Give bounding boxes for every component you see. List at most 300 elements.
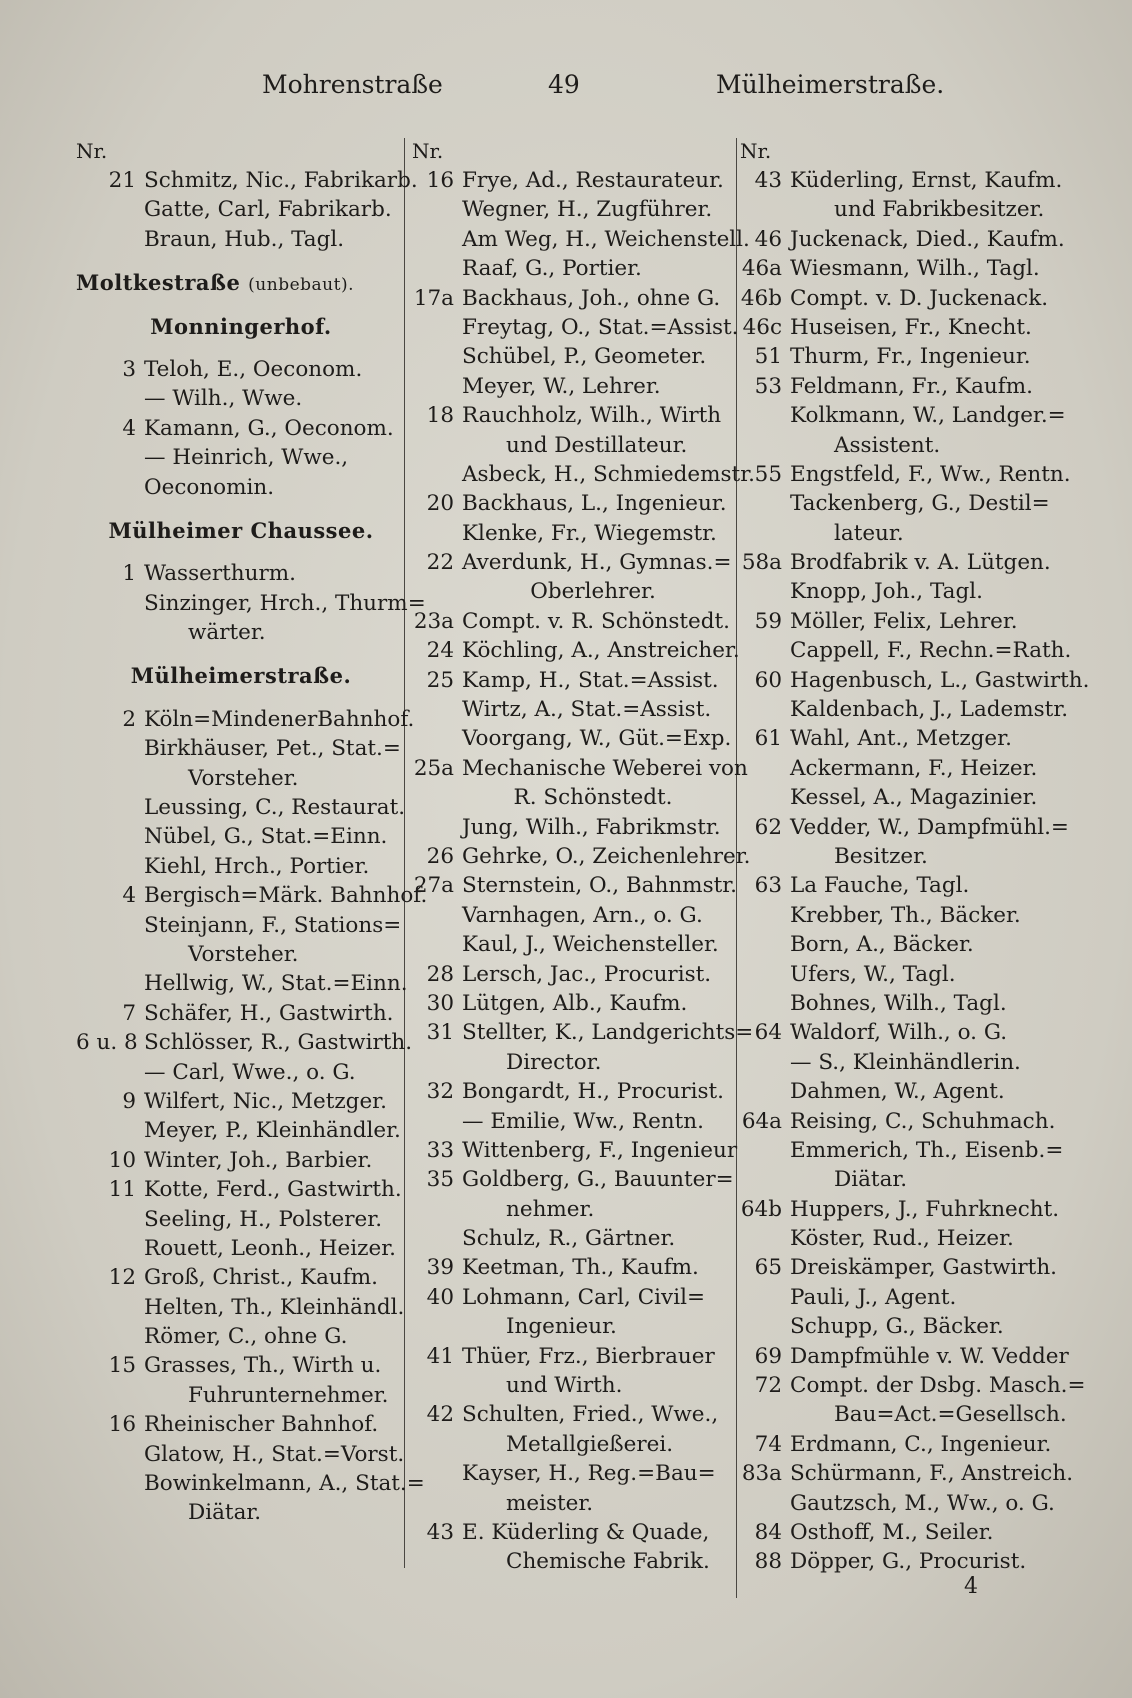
list-item xyxy=(412,254,730,283)
list-item xyxy=(412,1518,730,1547)
entry-text: Hellwig, W., Stat.=Einn. xyxy=(144,971,408,997)
entry-text: Averdunk, H., Gymnas.= xyxy=(462,550,732,576)
entry-text: Möller, Felix, Lehrer. xyxy=(790,608,1018,634)
entry-text: Vorsteher. xyxy=(188,941,299,967)
house-number: 46 xyxy=(754,226,782,252)
list-item xyxy=(740,401,1066,430)
section-title: Mülheimerstraße. xyxy=(130,663,352,689)
list-item xyxy=(76,1293,406,1322)
list-item xyxy=(412,460,755,489)
entry-text: Steinjann, F., Stations= xyxy=(144,912,402,938)
list-item xyxy=(740,225,1065,254)
entry-text: Sternstein, O., Bahnmstr. xyxy=(462,873,737,899)
list-item xyxy=(412,431,730,460)
entry-text: Vorsteher. xyxy=(188,765,299,791)
list-item xyxy=(740,460,1071,489)
list-item xyxy=(412,1400,730,1429)
entry-text: Krebber, Th., Bäcker. xyxy=(790,902,1021,928)
list-item xyxy=(412,1459,730,1488)
section-gap xyxy=(76,298,406,312)
list-item xyxy=(740,1107,1060,1136)
house-number: 46a xyxy=(741,256,782,282)
list-item xyxy=(740,195,1060,224)
house-number: 9 xyxy=(122,1088,136,1114)
entry-text: Osthoff, M., Seiler. xyxy=(790,1519,994,1545)
list-item xyxy=(740,960,1060,989)
entry-text: wärter. xyxy=(188,620,266,646)
section-gap xyxy=(76,691,406,705)
entry-text: Pauli, J., Agent. xyxy=(790,1284,957,1310)
list-item xyxy=(76,225,406,254)
list-item xyxy=(412,1430,730,1459)
entry-text: Kessel, A., Magazinier. xyxy=(790,785,1038,811)
list-item xyxy=(76,764,406,793)
entry-text: Kaul, J., Weichensteller. xyxy=(462,932,719,958)
column-3 xyxy=(740,136,1090,1577)
entry-text: Sinzinger, Hrch., Thurm= xyxy=(144,590,426,616)
house-number: 55 xyxy=(754,461,782,487)
entry-text: Emmerich, Th., Eisenb.= xyxy=(790,1137,1064,1163)
list-item xyxy=(76,940,406,969)
list-item xyxy=(76,1058,406,1087)
entry-text: Nübel, G., Stat.=Einn. xyxy=(144,824,388,850)
house-number: 4 xyxy=(122,415,136,441)
entry-text: Keetman, Th., Kaufm. xyxy=(462,1255,699,1281)
list-item xyxy=(740,548,1060,577)
entry-text: La Fauche, Tagl. xyxy=(790,873,970,899)
list-item xyxy=(740,1547,1060,1576)
entry-text: Hagenbusch, L., Gastwirth. xyxy=(790,667,1090,693)
entry-text: Am Weg, H., Weichenstell. xyxy=(462,226,750,252)
house-number: 25 xyxy=(426,667,454,693)
house-number: 27a xyxy=(413,873,454,899)
entry-text: Bau=Act.=Gesellsch. xyxy=(834,1402,1067,1428)
section-gap xyxy=(76,502,406,516)
entry-text: Gehrke, O., Zeichenlehrer. xyxy=(462,843,751,869)
entry-text: Dreiskämper, Gastwirth. xyxy=(790,1255,1057,1281)
nr-column-header xyxy=(412,136,730,166)
entry-text: Reising, C., Schuhmach. xyxy=(790,1108,1056,1134)
entry-text: Thüer, Frz., Bierbrauer xyxy=(462,1343,715,1369)
list-item xyxy=(740,754,1060,783)
house-number: 22 xyxy=(426,550,454,576)
house-number: 64 xyxy=(754,1020,782,1046)
entry-text: Köster, Rud., Heizer. xyxy=(790,1226,1014,1252)
list-item xyxy=(76,1205,406,1234)
entry-text: Döpper, G., Procurist. xyxy=(790,1549,1027,1575)
list-item xyxy=(76,1469,425,1498)
entry-text: Compt. v. D. Juckenack. xyxy=(790,285,1049,311)
column-1 xyxy=(76,136,428,1528)
entry-text: Klenke, Fr., Wiegemstr. xyxy=(462,520,717,546)
list-item xyxy=(740,489,1060,518)
section-note: (unbebaut). xyxy=(248,275,354,296)
entry-text: Born, A., Bäcker. xyxy=(790,932,974,958)
entry-text: Glatow, H., Stat.=Vorst. xyxy=(144,1441,405,1467)
list-item xyxy=(412,901,730,930)
entry-text: Römer, C., ohne G. xyxy=(144,1324,348,1350)
house-number: 30 xyxy=(426,990,454,1016)
list-item xyxy=(412,1195,730,1224)
entry-text: Assistent. xyxy=(834,432,941,458)
house-number: 53 xyxy=(754,373,782,399)
list-item xyxy=(412,401,730,430)
entry-text: Dampfmühle v. W. Vedder xyxy=(790,1343,1069,1369)
entry-text: Kotte, Ferd., Gastwirth. xyxy=(144,1177,402,1203)
list-item xyxy=(412,577,730,606)
house-number: 63 xyxy=(754,873,782,899)
list-item xyxy=(412,1224,730,1253)
house-number: 24 xyxy=(426,638,454,664)
entry-text: lateur. xyxy=(834,520,904,546)
list-item xyxy=(412,930,730,959)
list-item xyxy=(76,793,406,822)
list-item xyxy=(740,989,1060,1018)
list-item xyxy=(412,1077,730,1106)
list-item xyxy=(76,1116,406,1145)
list-item xyxy=(76,1381,406,1410)
entry-text: — Emilie, Ww., Rentn. xyxy=(462,1108,704,1134)
entry-text: E. Küderling & Quade, xyxy=(462,1519,710,1545)
list-item xyxy=(740,1459,1074,1488)
section-title: Moltkestraße xyxy=(76,270,241,296)
entry-text: Meyer, W., Lehrer. xyxy=(462,373,661,399)
list-item xyxy=(76,384,406,413)
list-item xyxy=(412,1371,730,1400)
list-item xyxy=(740,783,1060,812)
list-item xyxy=(76,852,406,881)
list-item xyxy=(740,930,1060,959)
entry-text: Lütgen, Alb., Kaufm. xyxy=(462,990,688,1016)
list-item xyxy=(412,1107,730,1136)
house-number: 64a xyxy=(741,1108,782,1134)
entry-text: Köln=MindenerBahnhof. xyxy=(144,706,415,732)
entry-text: Bergisch=Märk. Bahnhof. xyxy=(144,883,428,909)
entry-text: Goldberg, G., Bauunter= xyxy=(462,1167,734,1193)
house-number: 51 xyxy=(754,344,782,370)
house-number: 4 xyxy=(122,883,136,909)
entry-text: Schübel, P., Geometer. xyxy=(462,344,707,370)
list-item xyxy=(740,695,1069,724)
entry-text: Diätar. xyxy=(834,1167,908,1193)
entry-text: Erdmann, C., Ingenieur. xyxy=(790,1431,1052,1457)
list-item xyxy=(740,577,1060,606)
list-item xyxy=(740,871,1060,900)
list-item xyxy=(76,473,406,502)
entry-text: Dahmen, W., Agent. xyxy=(790,1079,1005,1105)
entry-text: Feldmann, Fr., Kaufm. xyxy=(790,373,1033,399)
section-heading xyxy=(76,268,406,297)
entry-text: Oberlehrer. xyxy=(530,579,656,605)
entry-text: Schulten, Fried., Wwe., xyxy=(462,1402,719,1428)
list-item xyxy=(76,618,406,647)
list-item xyxy=(740,254,1060,283)
entry-text: Stellter, K., Landgerichts= xyxy=(462,1020,754,1046)
house-number: 83a xyxy=(741,1461,782,1487)
section-gap xyxy=(76,647,406,661)
list-item xyxy=(412,783,730,812)
entry-text: Voorgang, W., Güt.=Exp. xyxy=(462,726,732,752)
house-number: 3 xyxy=(122,356,136,382)
list-item xyxy=(76,705,415,734)
entry-text: Ackermann, F., Heizer. xyxy=(790,755,1038,781)
entry-text: Knopp, Joh., Tagl. xyxy=(790,579,983,605)
list-item xyxy=(740,724,1060,753)
list-item xyxy=(412,842,751,871)
house-number: 40 xyxy=(426,1284,454,1310)
list-item xyxy=(76,1087,406,1116)
page-header xyxy=(0,70,1132,110)
list-item xyxy=(76,1498,406,1527)
list-item xyxy=(740,1312,1060,1341)
house-number: 16 xyxy=(108,1412,136,1438)
header-street-right: Mülheimerstraße. xyxy=(716,70,945,99)
entry-text: Ufers, W., Tagl. xyxy=(790,961,956,987)
entry-text: Schmitz, Nic., Fabrikarb. xyxy=(144,168,418,193)
list-item xyxy=(76,911,406,940)
list-item xyxy=(412,195,730,224)
list-item xyxy=(412,519,730,548)
house-number: 2 xyxy=(122,706,136,732)
house-number: 74 xyxy=(754,1431,782,1457)
house-number: 21 xyxy=(108,168,136,193)
house-number: 12 xyxy=(108,1265,136,1291)
entry-text: Schlösser, R., Gastwirth. xyxy=(144,1030,413,1056)
list-item xyxy=(740,1371,1086,1400)
entry-text: Lohmann, Carl, Civil= xyxy=(462,1284,705,1310)
list-item xyxy=(412,548,730,577)
list-item xyxy=(412,313,739,342)
entry-text: Wiesmann, Wilh., Tagl. xyxy=(790,256,1040,282)
list-item xyxy=(412,724,730,753)
column-2 xyxy=(412,136,755,1577)
entry-text: Rouett, Leonh., Heizer. xyxy=(144,1235,396,1261)
list-item xyxy=(412,607,730,636)
list-item xyxy=(76,1351,406,1380)
list-item xyxy=(412,284,730,313)
entry-text: Wittenberg, F., Ingenieur xyxy=(462,1137,738,1163)
list-item xyxy=(412,166,730,195)
house-number: 59 xyxy=(754,608,782,634)
house-number: 72 xyxy=(754,1373,782,1399)
list-item xyxy=(412,636,740,665)
entry-text: Kamann, G., Oeconom. xyxy=(144,415,394,441)
section-gap xyxy=(76,341,406,355)
nr-label: Nr. xyxy=(412,139,444,163)
list-item xyxy=(76,166,418,195)
house-number: 60 xyxy=(754,667,782,693)
entry-text: Brodfabrik v. A. Lütgen. xyxy=(790,550,1051,576)
list-item xyxy=(740,636,1072,665)
list-item xyxy=(740,1342,1069,1371)
list-item xyxy=(412,1136,738,1165)
list-item xyxy=(740,342,1060,371)
signature-mark: 4 xyxy=(964,1574,978,1599)
entry-text: Kiehl, Hrch., Portier. xyxy=(144,853,370,879)
list-item xyxy=(740,1195,1060,1224)
entry-text: Kamp, H., Stat.=Assist. xyxy=(462,667,719,693)
entry-text: Freytag, O., Stat.=Assist. xyxy=(462,314,739,340)
entry-text: Gatte, Carl, Fabrikarb. xyxy=(144,197,392,223)
nr-column-header xyxy=(76,136,406,166)
house-number: 41 xyxy=(426,1343,454,1369)
house-number: 88 xyxy=(754,1549,782,1575)
section-gap xyxy=(76,254,406,268)
entry-text: Compt. der Dsbg. Masch.= xyxy=(790,1373,1086,1399)
entry-text: Schürmann, F., Anstreich. xyxy=(790,1461,1074,1487)
entry-text: und Wirth. xyxy=(506,1373,623,1399)
section-heading xyxy=(76,312,406,341)
list-item xyxy=(412,342,730,371)
entry-text: Waldorf, Wilh., o. G. xyxy=(790,1020,1008,1046)
entry-text: Bongardt, H., Procurist. xyxy=(462,1079,725,1105)
entry-text: Director. xyxy=(506,1049,602,1075)
entry-text: Bowinkelmann, A., Stat.= xyxy=(144,1471,425,1497)
list-item xyxy=(76,443,406,472)
entry-text: Köchling, A., Anstreicher. xyxy=(462,638,740,664)
house-number: 23a xyxy=(413,608,454,634)
list-item xyxy=(76,1028,413,1057)
list-item xyxy=(740,1400,1067,1429)
house-number: 11 xyxy=(108,1177,136,1203)
entry-text: Besitzer. xyxy=(834,843,928,869)
list-item xyxy=(412,225,750,254)
entry-text: Wilfert, Nic., Metzger. xyxy=(144,1088,387,1114)
entry-text: — Carl, Wwe., o. G. xyxy=(144,1059,356,1085)
list-item xyxy=(740,1136,1064,1165)
header-street-left: Mohrenstraße xyxy=(262,70,443,99)
list-item xyxy=(76,1410,406,1439)
house-number: 16 xyxy=(426,168,454,193)
list-item xyxy=(740,166,1063,195)
list-item xyxy=(740,313,1060,342)
list-item xyxy=(412,1312,730,1341)
list-item xyxy=(412,695,730,724)
entry-text: Groß, Christ., Kaufm. xyxy=(144,1265,378,1291)
entry-text: nehmer. xyxy=(506,1196,595,1222)
list-item xyxy=(740,1224,1060,1253)
entry-text: und Destillateur. xyxy=(506,432,688,458)
list-item xyxy=(412,372,730,401)
list-item xyxy=(740,842,1060,871)
list-item xyxy=(740,1489,1060,1518)
entry-text: Backhaus, Joh., ohne G. xyxy=(462,285,721,311)
list-item xyxy=(412,1253,730,1282)
list-item xyxy=(412,989,730,1018)
list-item xyxy=(76,969,406,998)
house-number: 33 xyxy=(426,1137,454,1163)
entry-text: Juckenack, Died., Kaufm. xyxy=(790,226,1065,252)
house-number: 26 xyxy=(426,843,454,869)
section-gap xyxy=(76,545,406,559)
list-item xyxy=(412,813,730,842)
house-number: 61 xyxy=(754,726,782,752)
entry-text: Schupp, G., Bäcker. xyxy=(790,1314,1004,1340)
house-number: 20 xyxy=(426,491,454,517)
entry-text: — S., Kleinhändlerin. xyxy=(790,1049,1021,1075)
list-item xyxy=(740,284,1060,313)
list-item xyxy=(76,1322,406,1351)
house-number: 64b xyxy=(740,1196,782,1222)
entry-text: Gautzsch, M., Ww., o. G. xyxy=(790,1490,1055,1516)
entry-text: Teloh, E., Oeconom. xyxy=(144,356,363,382)
house-number: 18 xyxy=(426,403,454,429)
list-item xyxy=(76,355,406,384)
list-item xyxy=(740,1430,1060,1459)
entry-text: Fuhrunternehmer. xyxy=(188,1382,389,1408)
list-item xyxy=(76,414,406,443)
house-number: 7 xyxy=(122,1000,136,1026)
entry-text: Metallgießerei. xyxy=(506,1431,674,1457)
entry-text: Mechanische Weberei von xyxy=(462,755,748,781)
house-number: 42 xyxy=(426,1402,454,1428)
house-number: 28 xyxy=(426,961,454,987)
entry-text: Lersch, Jac., Procurist. xyxy=(462,961,712,987)
entry-text: Kolkmann, W., Landger.= xyxy=(790,403,1066,429)
entry-text: R. Schönstedt. xyxy=(513,785,673,811)
list-item xyxy=(76,822,406,851)
entry-text: Wegner, H., Zugführer. xyxy=(462,197,713,223)
list-item xyxy=(412,960,730,989)
list-item xyxy=(412,1283,730,1312)
entry-text: Frye, Ad., Restaurateur. xyxy=(462,168,724,193)
list-item xyxy=(76,881,428,910)
list-item xyxy=(740,1018,1060,1047)
entry-text: Engstfeld, F., Ww., Rentn. xyxy=(790,461,1071,487)
list-item xyxy=(412,1489,730,1518)
list-item xyxy=(740,813,1069,842)
list-item xyxy=(76,1146,406,1175)
section-heading xyxy=(76,661,406,690)
entry-text: — Heinrich, Wwe., xyxy=(144,445,349,471)
entry-text: meister. xyxy=(506,1490,594,1516)
entry-text: Rheinischer Bahnhof. xyxy=(144,1412,379,1438)
list-item xyxy=(76,589,426,618)
entry-text: Wasserthurm. xyxy=(144,561,296,587)
house-number: 10 xyxy=(108,1147,136,1173)
list-item xyxy=(412,1018,754,1047)
entry-text: Meyer, P., Kleinhändler. xyxy=(144,1118,401,1144)
entry-text: Rauchholz, Wilh., Wirth xyxy=(462,403,722,429)
entry-text: Vedder, W., Dampfmühl.= xyxy=(790,814,1069,840)
entry-text: Oeconomin. xyxy=(144,474,275,500)
entry-text: — Wilh., Wwe. xyxy=(144,386,303,412)
list-item xyxy=(740,372,1060,401)
list-item xyxy=(76,734,406,763)
entry-text: und Fabrikbesitzer. xyxy=(834,197,1045,223)
entry-text: Braun, Hub., Tagl. xyxy=(144,226,345,252)
house-number: 39 xyxy=(426,1255,454,1281)
list-item xyxy=(412,1165,734,1194)
house-number: 43 xyxy=(426,1519,454,1545)
entry-text: Chemische Fabrik. xyxy=(506,1549,710,1575)
nr-column-header xyxy=(740,136,1060,166)
house-number: 69 xyxy=(754,1343,782,1369)
entry-text: Wahl, Ant., Metzger. xyxy=(790,726,1012,752)
entry-text: Tackenberg, G., Destil= xyxy=(790,491,1050,517)
list-item xyxy=(740,666,1090,695)
entry-text: Kaldenbach, J., Lademstr. xyxy=(790,697,1069,723)
entry-text: Asbeck, H., Schmiedemstr. xyxy=(462,461,755,487)
entry-text: Birkhäuser, Pet., Stat.= xyxy=(144,736,401,762)
section-title: Mülheimer Chaussee. xyxy=(108,517,374,543)
list-item xyxy=(740,901,1060,930)
section-title: Monningerhof. xyxy=(150,313,332,339)
house-number: 65 xyxy=(754,1255,782,1281)
list-item xyxy=(76,1175,406,1204)
house-number: 62 xyxy=(754,814,782,840)
entry-text: Thurm, Fr., Ingenieur. xyxy=(790,344,1031,370)
